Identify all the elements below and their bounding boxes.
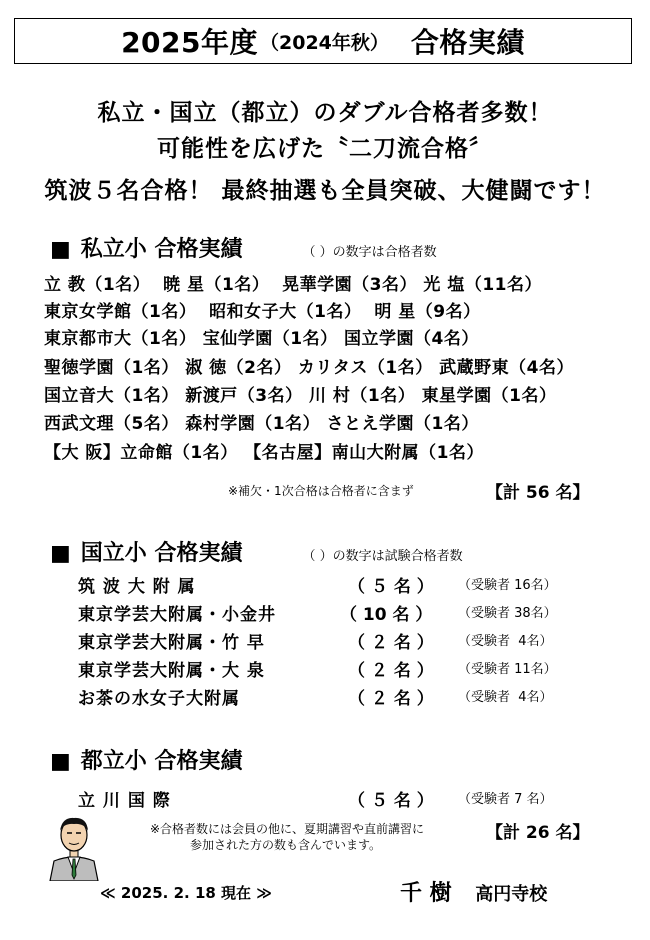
school-name: 東京学芸大附属・小金井 xyxy=(78,605,276,625)
national-note: （ ）の数字は試験合格者数 xyxy=(302,549,463,564)
square-bullet-icon: ■ xyxy=(50,237,71,262)
brand-name: 千 樹 xyxy=(400,881,452,906)
school-name: 東京学芸大附属・大 泉 xyxy=(78,661,265,681)
title-season: （2024年秋） xyxy=(260,31,389,54)
school-brand xyxy=(400,876,547,907)
pass-count: （ ５ 名 ） xyxy=(348,791,434,811)
square-bullet-icon: ■ xyxy=(50,749,71,774)
pass-count: （ ２ 名 ） xyxy=(348,661,434,681)
title-results: 合格実績 xyxy=(410,26,525,59)
national-heading-text: 国立小 合格実績 xyxy=(80,541,243,566)
private-total: 【計 56 名】 xyxy=(486,483,590,503)
exam-count: （受験者 16名） xyxy=(458,578,557,593)
title-box xyxy=(14,18,632,64)
as-of-date: ≪ 2025. 2. 18 現在 ≫ xyxy=(100,884,272,902)
school-branch: 高円寺校 xyxy=(475,884,548,905)
exam-count: （受験者 11名） xyxy=(458,662,557,677)
national-section-heading xyxy=(50,536,463,567)
private-line-7: 【大 阪】立命館（1名） 【名古屋】南山大附属（1名） xyxy=(44,443,484,463)
private-line-4: 聖徳学園（1名） 淑 徳（2名） カリタス（1名） 武蔵野東（4名） xyxy=(44,358,574,378)
private-note: （ ）の数字は合格者数 xyxy=(302,245,437,260)
exam-count: （受験者 4名） xyxy=(458,634,553,649)
pass-count: （ 10 名 ） xyxy=(340,605,433,625)
school-name: 東京学芸大附属・竹 早 xyxy=(78,633,265,653)
private-line-1: 立 教（1名） 暁 星（1名） 晃華学園（3名） 光 塩（11名） xyxy=(44,275,542,295)
school-name: お茶の水女子大附属 xyxy=(78,689,240,709)
headline-2: 可能性を広げた〝二刀流合格〞 xyxy=(157,136,493,162)
school-name: 筑 波 大 附 属 xyxy=(78,577,196,597)
title-year: 2025年度 xyxy=(121,26,259,59)
exam-count: （受験者 7 名） xyxy=(458,792,553,807)
metro-footnote-2: 参加された方の数も含んでいます。 xyxy=(190,838,382,852)
square-bullet-icon: ■ xyxy=(50,541,71,566)
private-line-2: 東京女学館（1名） 昭和女子大（1名） 明 星（9名） xyxy=(44,302,481,322)
pass-count: （ ２ 名 ） xyxy=(348,633,434,653)
private-line-5: 国立音大（1名） 新渡戸（3名） 川 村（1名） 東星学園（1名） xyxy=(44,386,557,406)
exam-count: （受験者 38名） xyxy=(458,606,557,621)
metro-footnote-1: ※合格者数には会員の他に、夏期講習や直前講習に xyxy=(150,822,425,836)
exam-count: （受験者 4名） xyxy=(458,690,553,705)
grand-total: 【計 26 名】 xyxy=(486,823,590,843)
private-section-heading xyxy=(50,232,437,263)
teacher-avatar-icon xyxy=(44,813,104,881)
private-line-3: 東京都市大（1名） 宝仙学園（1名） 国立学園（4名） xyxy=(44,329,479,349)
metro-section-heading xyxy=(50,744,242,775)
school-name: 立 川 国 際 xyxy=(78,791,171,811)
pass-count: （ ２ 名 ） xyxy=(348,689,434,709)
headline-1: 私立・国立（都立）のダブル合格者多数！ xyxy=(97,100,553,126)
pass-count: （ ５ 名 ） xyxy=(348,577,434,597)
private-line-6: 西武文理（5名） 森村学園（1名） さとえ学園（1名） xyxy=(44,414,479,434)
private-heading-text: 私立小 合格実績 xyxy=(80,237,243,262)
headline-3: 筑波５名合格！ 最終抽選も全員突破、大健闘です！ xyxy=(44,178,606,204)
private-footnote: ※補欠・1次合格は合格者に含まず xyxy=(228,484,414,498)
metro-heading-text: 都立小 合格実績 xyxy=(80,749,243,774)
